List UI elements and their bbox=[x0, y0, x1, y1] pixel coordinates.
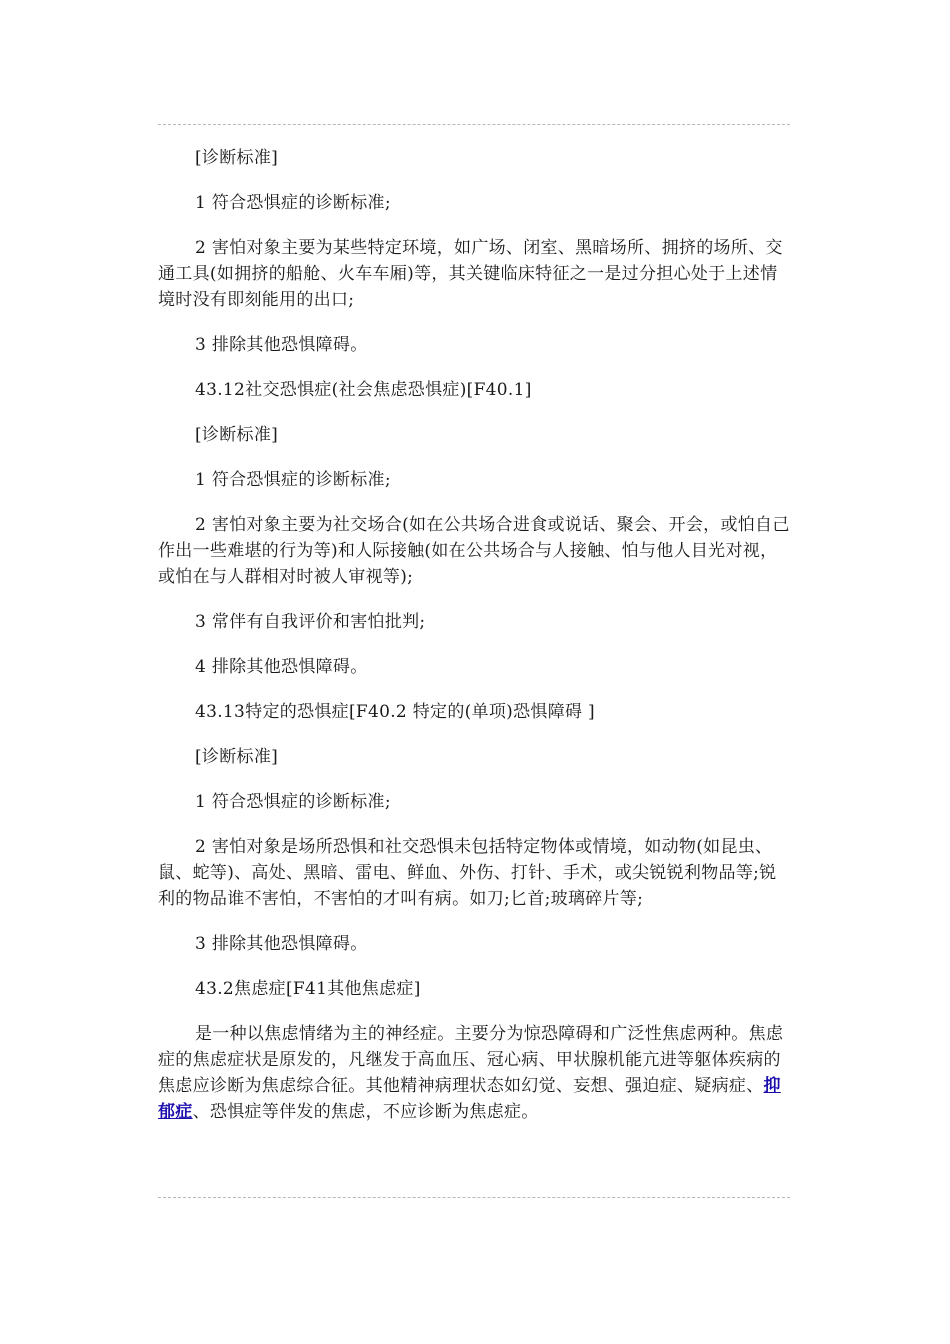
paragraph: [诊断标准] bbox=[195, 425, 279, 445]
paragraph: [诊断标准] bbox=[195, 747, 279, 767]
document-body bbox=[158, 145, 790, 1144]
paragraph: 3 常伴有自我评价和害怕批判; bbox=[195, 612, 426, 632]
paragraph-anxiety bbox=[158, 1021, 790, 1125]
depression-link[interactable]: 抑郁症 bbox=[158, 1076, 781, 1122]
section-heading: 43.12社交恐惧症(社会焦虑恐惧症)[F40.1] bbox=[195, 380, 532, 400]
paragraph-text: 、恐惧症等伴发的焦虑，不应诊断为焦虑症。 bbox=[192, 1102, 539, 1122]
section-heading: 43.2焦虑症[F41其他焦虑症] bbox=[195, 979, 421, 999]
paragraph: 4 排除其他恐惧障碍。 bbox=[195, 657, 368, 677]
paragraph-text: 是一种以焦虑情绪为主的神经症。主要分为惊恐障碍和广泛性焦虑两种。焦虑症的焦虑症状是原发的，凡继发于高血压、冠心病、甲状腺机能亢进等躯体疾病的焦虑应诊断为焦虑综合征。其他精神病理状态如幻觉、妄想、强迫症、疑病症、 bbox=[158, 1024, 784, 1096]
paragraph: 2 害怕对象主要为某些特定环境，如广场、闭室、黑暗场所、拥挤的场所、交通工具(如拥挤的船舱、火车车厢)等，其关键临床特征之一是过分担心处于上述情境时没有即刻能用的出口; bbox=[158, 238, 783, 310]
paragraph: 3 排除其他恐惧障碍。 bbox=[195, 335, 368, 355]
paragraph: 2 害怕对象主要为社交场合(如在公共场合进食或说话、聚会、开会，或怕自己作出一些难堪的行为等)和人际接触(如在公共场合与人接触、怕与他人目光对视，或怕在与人群相对时被人审视等); bbox=[158, 515, 790, 587]
top-divider bbox=[158, 124, 790, 125]
paragraph: 1 符合恐惧症的诊断标准; bbox=[195, 792, 391, 812]
paragraph: 3 排除其他恐惧障碍。 bbox=[195, 934, 368, 954]
bottom-divider bbox=[158, 1197, 790, 1198]
paragraph: 1 符合恐惧症的诊断标准; bbox=[195, 470, 391, 490]
paragraph: 1 符合恐惧症的诊断标准; bbox=[195, 193, 391, 213]
paragraph: [诊断标准] bbox=[195, 148, 279, 168]
paragraph: 2 害怕对象是场所恐惧和社交恐惧未包括特定物体或情境，如动物(如昆虫、鼠、蛇等)、高处、黑暗、雷电、鲜血、外伤、打针、手术，或尖锐锐利物品等;锐利的物品谁不害怕，不害怕的才叫有病。如刀;匕首;玻璃碎片等; bbox=[158, 837, 777, 909]
section-heading: 43.13特定的恐惧症[F40.2 特定的(单项)恐惧障碍 ] bbox=[195, 702, 595, 722]
